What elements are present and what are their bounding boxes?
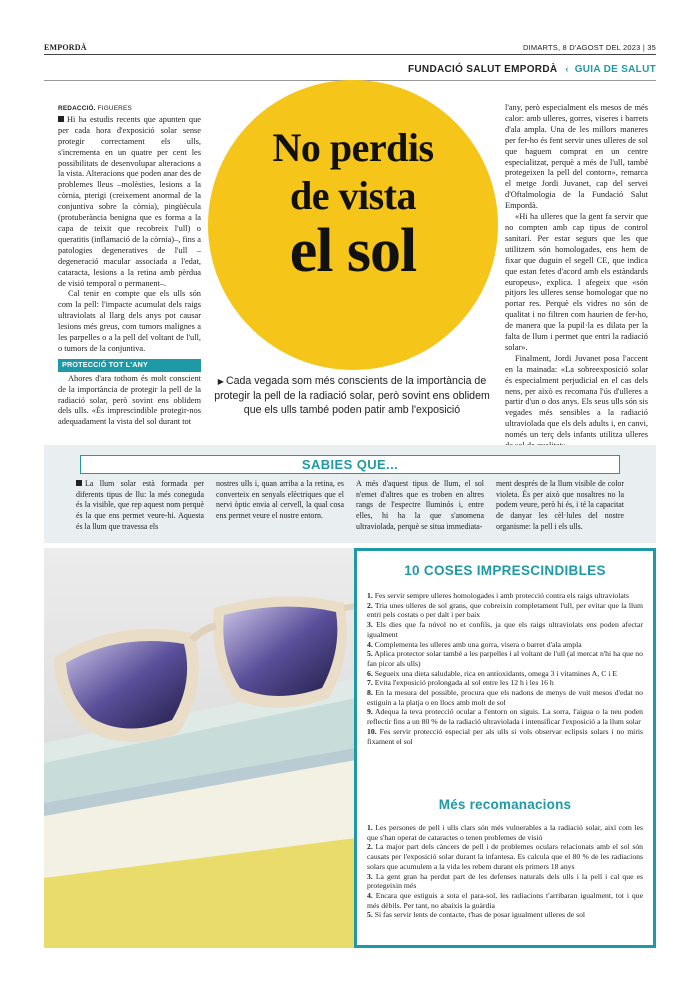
- tips-list: [367, 591, 643, 746]
- byline-place: FIGUERES: [97, 105, 132, 112]
- item-number: 1.: [367, 823, 373, 832]
- list-item: [367, 678, 643, 688]
- item-number: 5.: [367, 649, 373, 659]
- item-text: En la mesura del possible, procura que els nadons de menys de vuit mesos d'edat no estiguin a la platja o en llocs amb molt de sol: [367, 688, 643, 707]
- list-item: [367, 591, 643, 601]
- item-number: 4.: [367, 639, 373, 649]
- section-sponsor: FUNDACIÓ SALUT EMPORDÀ: [408, 63, 558, 75]
- page-header: [44, 41, 656, 53]
- date-page: DIMARTS, 8 D'AGOST DEL 2023 | 35: [522, 42, 656, 52]
- item-text: Fes servir sempre ulleres homologades i amb protecció contra els raigs ultraviolats: [374, 591, 629, 600]
- section-name: GUIA DE SALUT: [574, 63, 656, 75]
- sabies-column: [496, 479, 624, 533]
- sabies-text: A més d'aquest tipus de llum, el sol n'emet d'altres que es troben en altres rangs de l'espectre lluminós i, entre elles, hi ha la que s'anomena ultraviolada, perquè se situa immediata-: [356, 479, 484, 531]
- item-text: Les persones de pell i ulls clars són més vulnerables a la radiació solar, així com les que s'han operat de cataractes o tenen problemes de visió: [367, 823, 644, 842]
- article-right-column: [505, 103, 648, 452]
- lede-text: Cada vegada som més conscients de la importància de protegir la pell de la radiació solar, però sovint ens oblidem que els ulls també poden patir amb l'exposició: [214, 375, 490, 416]
- tips-box: [354, 548, 656, 948]
- list-item: [367, 910, 643, 920]
- item-text: La gent gran ha perdut part de les defenses naturals dels ulls i la pell i cal que es protegeixin més: [367, 871, 643, 891]
- item-number: 5.: [367, 910, 373, 920]
- square-bullet-icon: [76, 480, 82, 486]
- sabies-text: nostres ulls i, quan arriba a la retina, es converteix en senyals elèctriques que el nervi òptic envia al cervell, la qual cosa ens permet veure el nostre entorn.: [216, 479, 344, 521]
- sabies-text: ment després de la llum visible de color violeta. És per això que nosaltres no la podem veure, però hi és, i té la capacitat de danyar les cèl·lules del nostre organisme: la pell i els ulls.: [496, 479, 624, 531]
- sabies-heading: SABIES QUE...: [80, 455, 620, 474]
- newspaper-name: EMPORDÀ: [44, 42, 87, 52]
- item-text: Si fas servir lents de contacte, t'has de posar igualment ulleres de sol: [374, 910, 586, 920]
- list-item: [367, 640, 643, 650]
- paragraph: l'any, però especialment els mesos de més calor: amb ulleres, gorres, viseres i barrets d'ala ampla. Una de les millors maneres per fer-ho és fent servir unes ulleres de sol que haguem comprat en un centre especialitzat, perquè a més de l'ull, també protegeixen la pell del contorn», remarca el metge Jordi Juvanet, cap del servei d'Oftalmologia de la Fundació Salut Empordà.: [505, 103, 648, 211]
- item-text: Fes servir protecció especial per als ulls si vols observar eclipsis solars i no miris fixament el sol: [367, 726, 644, 746]
- item-text: Evita l'exposició prolongada al sol entre les 12 h i les 16 h: [374, 678, 554, 688]
- sabies-que-box: [44, 445, 656, 543]
- paragraph: «Hi ha ulleres que la gent fa servir que no compten amb cap tipus de control sanitari. Per estar segurs que les que utilitzem són homologades, ens hem de fixar que duguin el segell CE, que indica que estan fetes d'acord amb els estàndards europeus», explica. I afegeix que «són pitjors les ulleres sense homologar que no portar res. Perquè els vidres no són de qualitat i no filtren com haurien de fer-ho, de manera que la pupil·la es dilata per la falta de llum i permet que entri la radiació solar».: [505, 212, 648, 352]
- triangle-right-icon: ▶: [217, 377, 224, 386]
- list-item: [367, 891, 643, 910]
- list-item: [367, 727, 643, 746]
- paragraph: Hi ha estudis recents que apunten que per cada hora d'exposició solar sense protegir correctament els ulls, s'incrementa en un quatre per cent les possibilitats de desenvolupar alteracions a la vista. Alteracions que poden anar des de problemes lleus –molèsties, lesions a la còrnia, pterigi (creixement anormal de la conjuntiva sobre la còrnia), pingüècula (protuberància benigna que es forma a la capa de teixit que recobreix l'ull) o queratitis (inflamació de la còrnia)–, fins a patologies degeneratives de l'ull –degeneració macular associada a l'edat, cataracta, lesions a la retina amb pèrdua de visió temporal o permanent–.: [58, 114, 201, 288]
- item-number: 2.: [367, 600, 373, 610]
- item-number: 6.: [367, 668, 373, 678]
- item-text: La major part dels càncers de pell i de problemes oculars relacionats amb el sol són causats per l'exposició solar durant la infantesa. Es calcula que el 80 % de les radiacions solars que acumulem a la vida les rebem durant els primers 18 anys: [367, 842, 644, 871]
- list-item: [367, 688, 643, 707]
- item-number: 1.: [367, 591, 373, 600]
- paragraph: Cal tenir en compte que els ulls són com la pell: l'impacte acumulat dels raigs ultraviolats al llarg dels anys pot causar lesions més greus, com tumors malignes a les parpelles o a la pell del voltant de l'ull, o tumors de la conjuntiva.: [58, 289, 201, 353]
- sabies-text: La llum solar està formada per diferents tipus de llu: la més coneguda és la visible, que rep aquest nom perquè és la que ens permet veure-hi. Aquesta és la llum que travessa els: [76, 479, 204, 531]
- item-number: 3.: [367, 620, 373, 630]
- paragraph: Ahores d'ara tothom és molt conscient de la importància de protegir la pell de la radiació solar, però sovint ens oblidem dels ulls. «És imprescindible protegir-nos adequadament la vista del sol durant tot: [58, 373, 201, 427]
- sabies-column: [356, 479, 484, 533]
- lede: [212, 374, 492, 417]
- paragraph: Finalment, Jordi Juvanet posa l'accent en la mainada: «La sobreexposició solar és especialment perjudicial en el cas dels nens, per això es recomana l'ús d'ulleres a partir d'un o dos anys. Els seus ulls són sis vegades més sensibles a la radiació ultraviolada que els dels adults i, en canvi, només un terç dels infants utilitza ulleres: [505, 353, 648, 440]
- more-list: [367, 823, 643, 920]
- sabies-column: [216, 479, 344, 522]
- more-heading: Més recomanacions: [438, 797, 572, 812]
- list-item: [367, 601, 643, 620]
- section-header: [0, 61, 656, 77]
- subhead: PROTECCIÓ TOT L'ANY: [58, 359, 201, 372]
- item-number: 4.: [367, 890, 373, 900]
- article-left-column: [58, 103, 201, 428]
- item-text: Encara que estiguis a sota el para-sol, les radiacions t'arribaran igualment, tot i que més dèbils. Per tant, no abaixis la guàrdia: [367, 890, 643, 910]
- item-text: Complementa les ulleres amb una gorra, visera o barret d'ala ampla: [374, 639, 582, 649]
- item-number: 2.: [367, 842, 373, 852]
- square-bullet-icon: [58, 116, 64, 122]
- byline-label: REDACCIÓ.: [58, 105, 96, 112]
- item-number: 7.: [367, 678, 373, 688]
- item-number: 3.: [367, 871, 373, 881]
- item-text: Segueix una dieta saludable, rica en antioxidants, omega 3 i vitamines A, C i E: [374, 668, 617, 678]
- item-number: 8.: [367, 688, 373, 698]
- list-item: [367, 707, 643, 726]
- list-item: [367, 669, 643, 679]
- headline-line-2: de vista: [290, 173, 416, 218]
- list-item: [367, 649, 643, 668]
- item-number: 9.: [367, 707, 373, 717]
- item-text: Els dies que fa núvol no et confiïs, ja que els raigs ultraviolats ens poden afectar igualment: [367, 620, 643, 639]
- chevron-left-icon: ‹: [565, 64, 569, 74]
- photo-sunglasses-books: [44, 548, 356, 948]
- byline: [58, 105, 132, 112]
- headline: [208, 125, 498, 285]
- sabies-column: [76, 479, 204, 533]
- item-number: 10.: [367, 726, 377, 736]
- item-text: Tria unes ulleres de sol grans, que cobreixin completament l'ull, per evitar que la llum entri pels costats o per dalt i per baix: [367, 600, 643, 620]
- item-text: Aplica protector solar també a les parpelles i al voltant de l'ull (al mercat n'hi ha que no fan picor als ulls): [367, 649, 643, 668]
- item-text: Adequa la teva protecció ocular a l'entorn on siguis. La sorra, l'aigua o la neu poden reflectir fins a un 80 % de la radiació ultraviolada i intensificar l'exposició a la llum solar: [367, 707, 643, 727]
- list-item: [367, 620, 643, 639]
- header-rule: [44, 54, 656, 55]
- list-item: [367, 823, 643, 842]
- list-item: [367, 872, 643, 891]
- list-item: [367, 842, 643, 871]
- headline-line-1: No perdis: [272, 125, 434, 170]
- tips-heading: 10 COSES IMPRESCINDIBLES: [404, 563, 606, 578]
- photo-illustration: [44, 548, 356, 948]
- headline-line-3: el sol: [289, 217, 417, 285]
